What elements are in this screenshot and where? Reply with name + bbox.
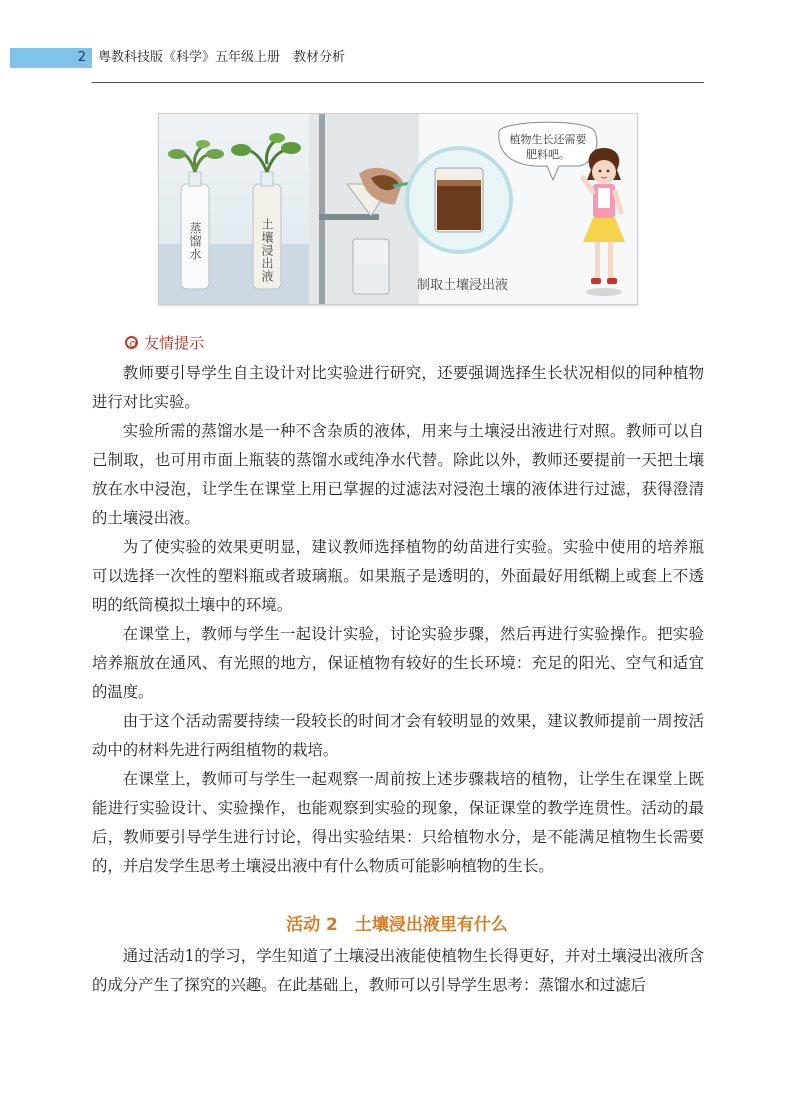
paragraph: 教师要引导学生自主设计对比实验进行研究，还要强调选择生长状况相似的同种植物进行对比实验。 bbox=[92, 364, 704, 411]
paragraph: 在课堂上，教师可与学生一起观察一周前按上述步骤栽培的植物，让学生在课堂上既能进行实验设计、实验操作，也能观察到实验的现象，保证课堂的教学连贯性。活动的最后，教师要引导学生进行讨论，得出实验结果：只给植物水分，是不能满足植物生长需要的，并启发学生思考土壤浸出液中有什么物质可能影响植物的生长。 bbox=[92, 770, 704, 875]
bottle1-label: 蒸馏水 bbox=[188, 222, 202, 261]
header-rule bbox=[92, 82, 704, 83]
tip-circle-icon bbox=[125, 336, 138, 349]
figure-caption: 制取土壤浸出液 bbox=[417, 278, 509, 293]
section-heading: 活动 2 土壤浸出液里有什么 bbox=[286, 915, 508, 935]
body-text-2 bbox=[92, 942, 704, 1000]
running-title: 粤教科技版《科学》五年级上册 教材分析 bbox=[98, 50, 346, 65]
girl-illustration bbox=[583, 148, 625, 296]
tip-heading bbox=[125, 332, 204, 353]
paragraph: 通过活动1的学习，学生知道了土壤浸出液能使植物生长得更好，并对土壤浸出液所含的成分产生了探究的兴趣。在此基础上，教师可以引导学生思考：蒸馏水和过滤后 bbox=[92, 947, 704, 994]
page-number: 2 bbox=[10, 48, 92, 68]
paragraph: 由于这个活动需要持续一段较长的时间才会有较明显的效果，建议教师提前一周按活动中的材料先进行两组植物的栽培。 bbox=[92, 712, 704, 759]
speech-text: 植物生长还需要肥料吧。 bbox=[509, 133, 587, 161]
tip-title: 友情提示 bbox=[144, 334, 205, 352]
bottle2-label: 土壤浸出液 bbox=[260, 218, 274, 283]
paragraph: 在课堂上，教师与学生一起设计实验，讨论实验步骤，然后再进行实验操作。把实验培养瓶放在通风、有光照的地方，保证植物有较好的生长环境：充足的阳光、空气和适宜的温度。 bbox=[92, 625, 704, 701]
experiment-figure bbox=[158, 113, 638, 305]
paragraph: 为了使实验的效果更明显，建议教师选择植物的幼苗进行实验。实验中使用的培养瓶可以选择一次性的塑料瓶或者玻璃瓶。如果瓶子是透明的，外面最好用纸糊上或套上不透明的纸筒模拟土壤中的环境。 bbox=[92, 538, 704, 614]
page-header bbox=[0, 45, 794, 71]
paragraph: 实验所需的蒸馏水是一种不含杂质的液体，用来与土壤浸出液进行对照。教师可以自己制取，也可用市面上瓶装的蒸馏水或纯净水代替。除此以外，教师还要提前一天把土壤放在水中浸泡，让学生在课堂上用已掌握的过滤法对浸泡土壤的液体进行过滤，获得澄清的土壤浸出液。 bbox=[92, 422, 704, 527]
body-text bbox=[92, 359, 704, 881]
